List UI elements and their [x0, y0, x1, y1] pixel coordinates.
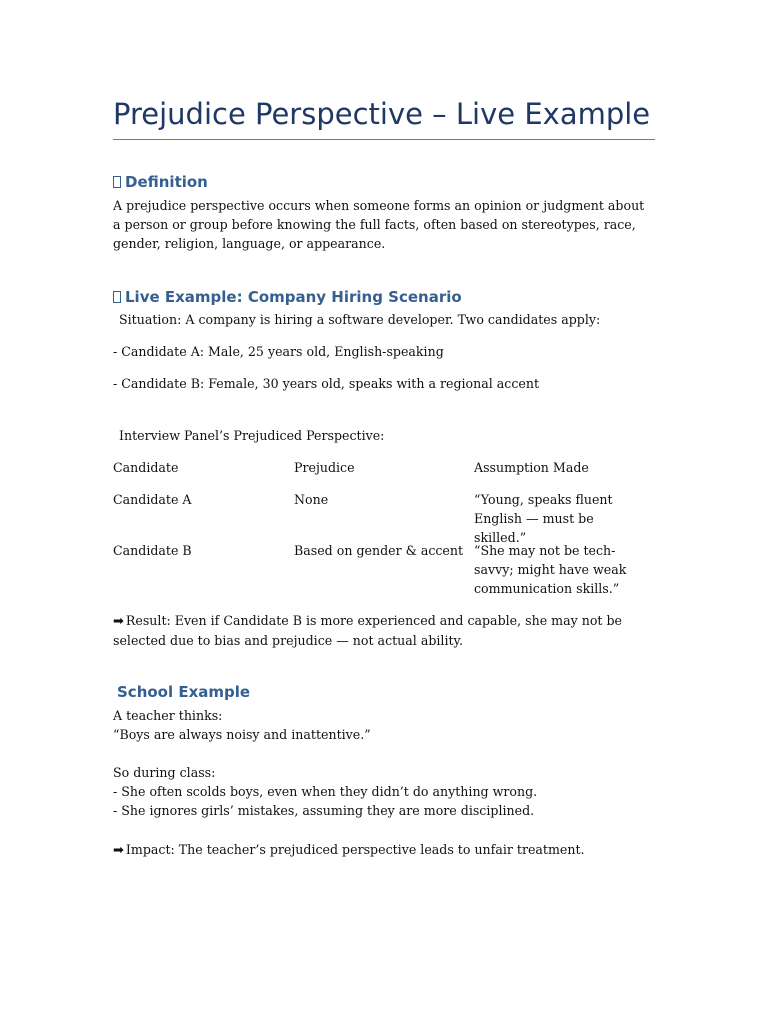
result-text-body: Result: Even if Candidate B is more experienced and capable, she may not be selected due to bias and prejudice — not actual ability. [113, 613, 622, 648]
situation-text: Situation: A company is hiring a software developer. Two candidates apply: [119, 312, 601, 327]
table-cell: None [294, 492, 329, 507]
impact-text [113, 840, 585, 860]
result-text [113, 611, 655, 650]
candidate-b-text: - Candidate B: Female, 30 years old, speaks with a regional accent [113, 376, 540, 391]
impact-text-body: Impact: The teacher’s prejudiced perspective leads to unfair treatment. [125, 842, 585, 857]
school-heading: School Example [117, 683, 251, 701]
table-cell: Candidate A [113, 492, 192, 507]
teacher-thinks-text: A teacher thinks: [113, 708, 223, 723]
school-point-2: - She ignores girls’ mistakes, assuming they are more disciplined. [113, 803, 535, 818]
table-header-prejudice: Prejudice [294, 460, 355, 475]
hiring-heading-text: Live Example: Company Hiring Scenario [125, 288, 462, 306]
right-arrow-icon: ➡ [113, 843, 124, 858]
school-point-1: - She often scolds boys, even when they didn’t do anything wrong. [113, 784, 538, 799]
table-cell: Based on gender & accent [294, 543, 464, 558]
panel-label: Interview Panel’s Prejudiced Perspective: [119, 428, 385, 443]
missing-emoji-icon [113, 176, 121, 188]
missing-emoji-icon [113, 291, 121, 303]
table-cell: “Young, speaks fluent English — must be skilled.” [474, 492, 613, 545]
title-underline [113, 139, 655, 140]
definition-text: A prejudice perspective occurs when someone forms an opinion or judgment about a person or group before knowing the full facts, often based on stereotypes, race, gender, religion, language, or appearance. [113, 198, 645, 251]
candidate-a-text: - Candidate A: Male, 25 years old, English-speaking [113, 344, 444, 359]
table-header-candidate: Candidate [113, 460, 179, 475]
during-class-text: So during class: [113, 765, 216, 780]
definition-heading-text: Definition [125, 173, 208, 191]
definition-heading [113, 172, 208, 192]
table-header-assumption: Assumption Made [474, 460, 589, 475]
right-arrow-icon: ➡ [113, 614, 124, 629]
table-cell: “She may not be tech-savvy; might have weak communication skills.” [474, 543, 627, 596]
table-cell: Candidate B [113, 543, 192, 558]
teacher-quote: “Boys are always noisy and inattentive.” [113, 727, 371, 742]
page-title: Prejudice Perspective – Live Example [113, 97, 651, 131]
hiring-heading [113, 287, 462, 307]
